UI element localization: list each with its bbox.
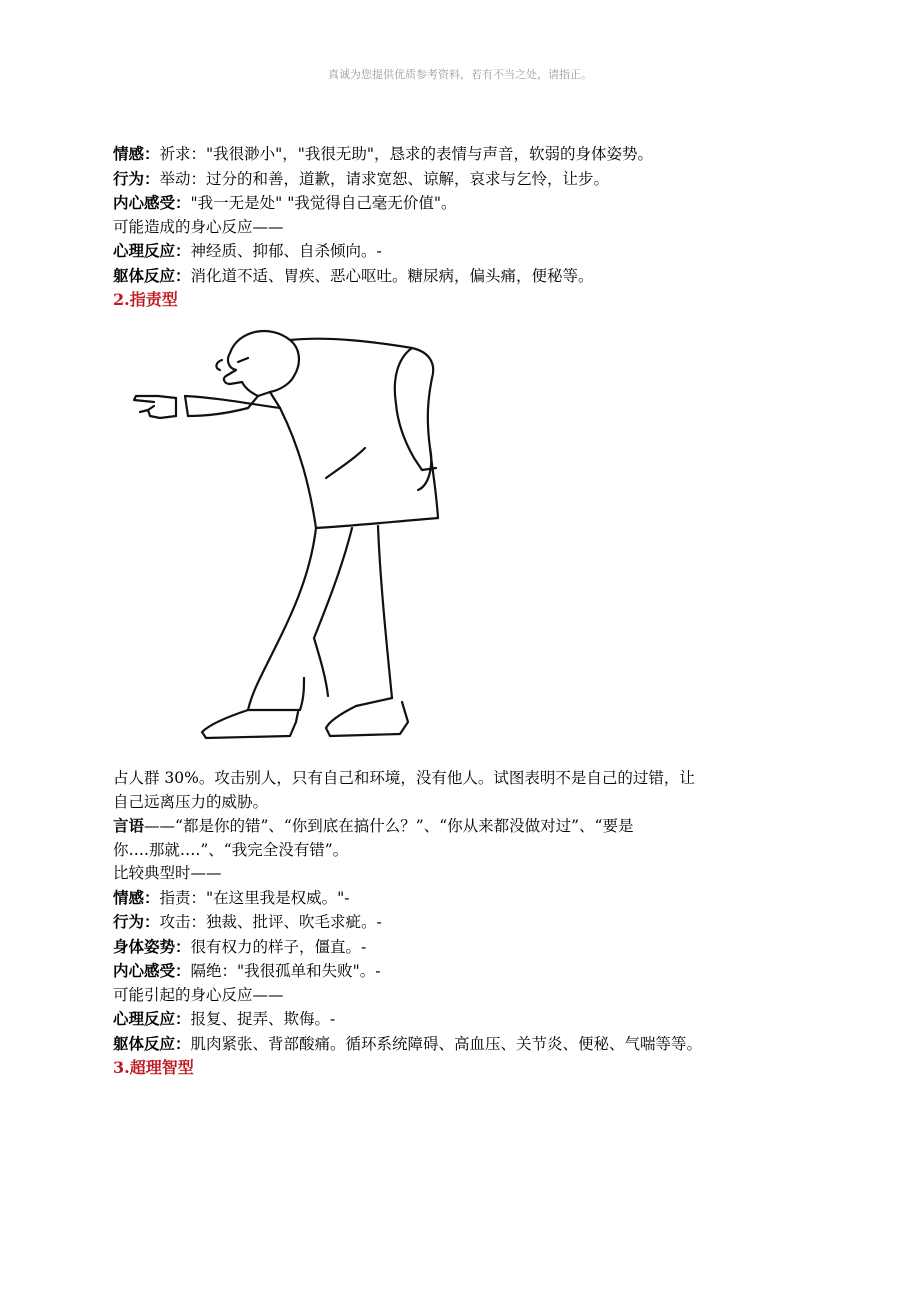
line-label: 行为： [113, 912, 160, 931]
line-text: 报复、捉弄、欺侮。- [190, 1010, 336, 1028]
pointing-man-illustration-icon [130, 318, 450, 758]
text-line [113, 814, 813, 839]
text-line: 你….那就….”、“我完全没有错”。 [113, 840, 349, 859]
text-line [113, 239, 813, 264]
text-line [113, 984, 813, 1008]
line-text: 可能造成的身心反应—— [113, 217, 284, 236]
text-line [113, 1007, 813, 1032]
line-label: 躯体反应： [113, 265, 191, 285]
text-line: 比较典型时—— [113, 864, 222, 882]
text-line [113, 142, 813, 167]
page-header-note: 真诚为您提供优质参考资料，若有不当之处，请指正。 [328, 68, 592, 81]
line-label: 心理反应： [113, 1009, 191, 1028]
text-line [113, 167, 813, 192]
text-line [113, 264, 813, 289]
line-text: 可能引起的身心反应—— [113, 985, 284, 1004]
line-text: ——“都是你的错”、“你到底在搞什么？”、“你从来都没做对过”、“要是 [144, 817, 634, 835]
line-label: 躯体反应： [113, 1033, 191, 1053]
line-text: "我一无是处" "我觉得自己毫无价值"。 [190, 194, 457, 212]
section-blaming [113, 767, 813, 1080]
line-text: 很有权力的样子，僵直。- [190, 937, 367, 956]
line-label: 情感： [113, 144, 160, 163]
line-label: 行为： [113, 168, 160, 188]
line-text: 祈求："我很渺小"，"我很无助"，恳求的表情与声音，软弱的身体姿势。 [159, 145, 654, 163]
text-line [113, 886, 813, 911]
text-line [113, 935, 813, 960]
section-placating [113, 142, 813, 312]
line-text: 举动：过分的和善，道歉，请求宽恕、谅解，哀求与乞怜，让步。 [159, 169, 610, 188]
line-label: 身体姿势： [113, 936, 191, 956]
text-line: 占人群 30%。攻击别人，只有自己和环境，没有他人。试图表明不是自己的过错，让 [113, 769, 695, 787]
line-text: 神经质、抑郁、自杀倾向。- [190, 242, 382, 260]
line-label: 言语 [113, 816, 145, 835]
section-heading-blaming: 2.指责型 [113, 290, 178, 309]
line-label: 心理反应： [113, 241, 191, 260]
line-text: 隔绝："我很孤单和失败"。- [190, 962, 381, 980]
line-text: 消化道不适、胃疾、恶心呕吐。糖尿病，偏头痛，便秘等。 [190, 266, 594, 285]
text-line [113, 910, 813, 935]
text-line [113, 191, 813, 216]
line-text: 指责："在这里我是权威。"- [159, 888, 350, 907]
line-label: 内心感受： [113, 193, 191, 212]
line-text: 肌肉紧张、背部酸痛。循环系统障碍、高血压、关节炎、便秘、气喘等等。 [190, 1034, 703, 1053]
text-line [113, 216, 813, 240]
section-heading-super-reasonable: 3.超理智型 [113, 1058, 194, 1077]
text-line [113, 1032, 813, 1057]
line-label: 内心感受： [113, 961, 191, 980]
text-line: 自己远离压力的威胁。 [113, 792, 269, 811]
text-line [113, 959, 813, 984]
line-label: 情感： [113, 887, 160, 907]
line-text: 攻击：独裁、批评、吹毛求疵。- [159, 913, 382, 931]
